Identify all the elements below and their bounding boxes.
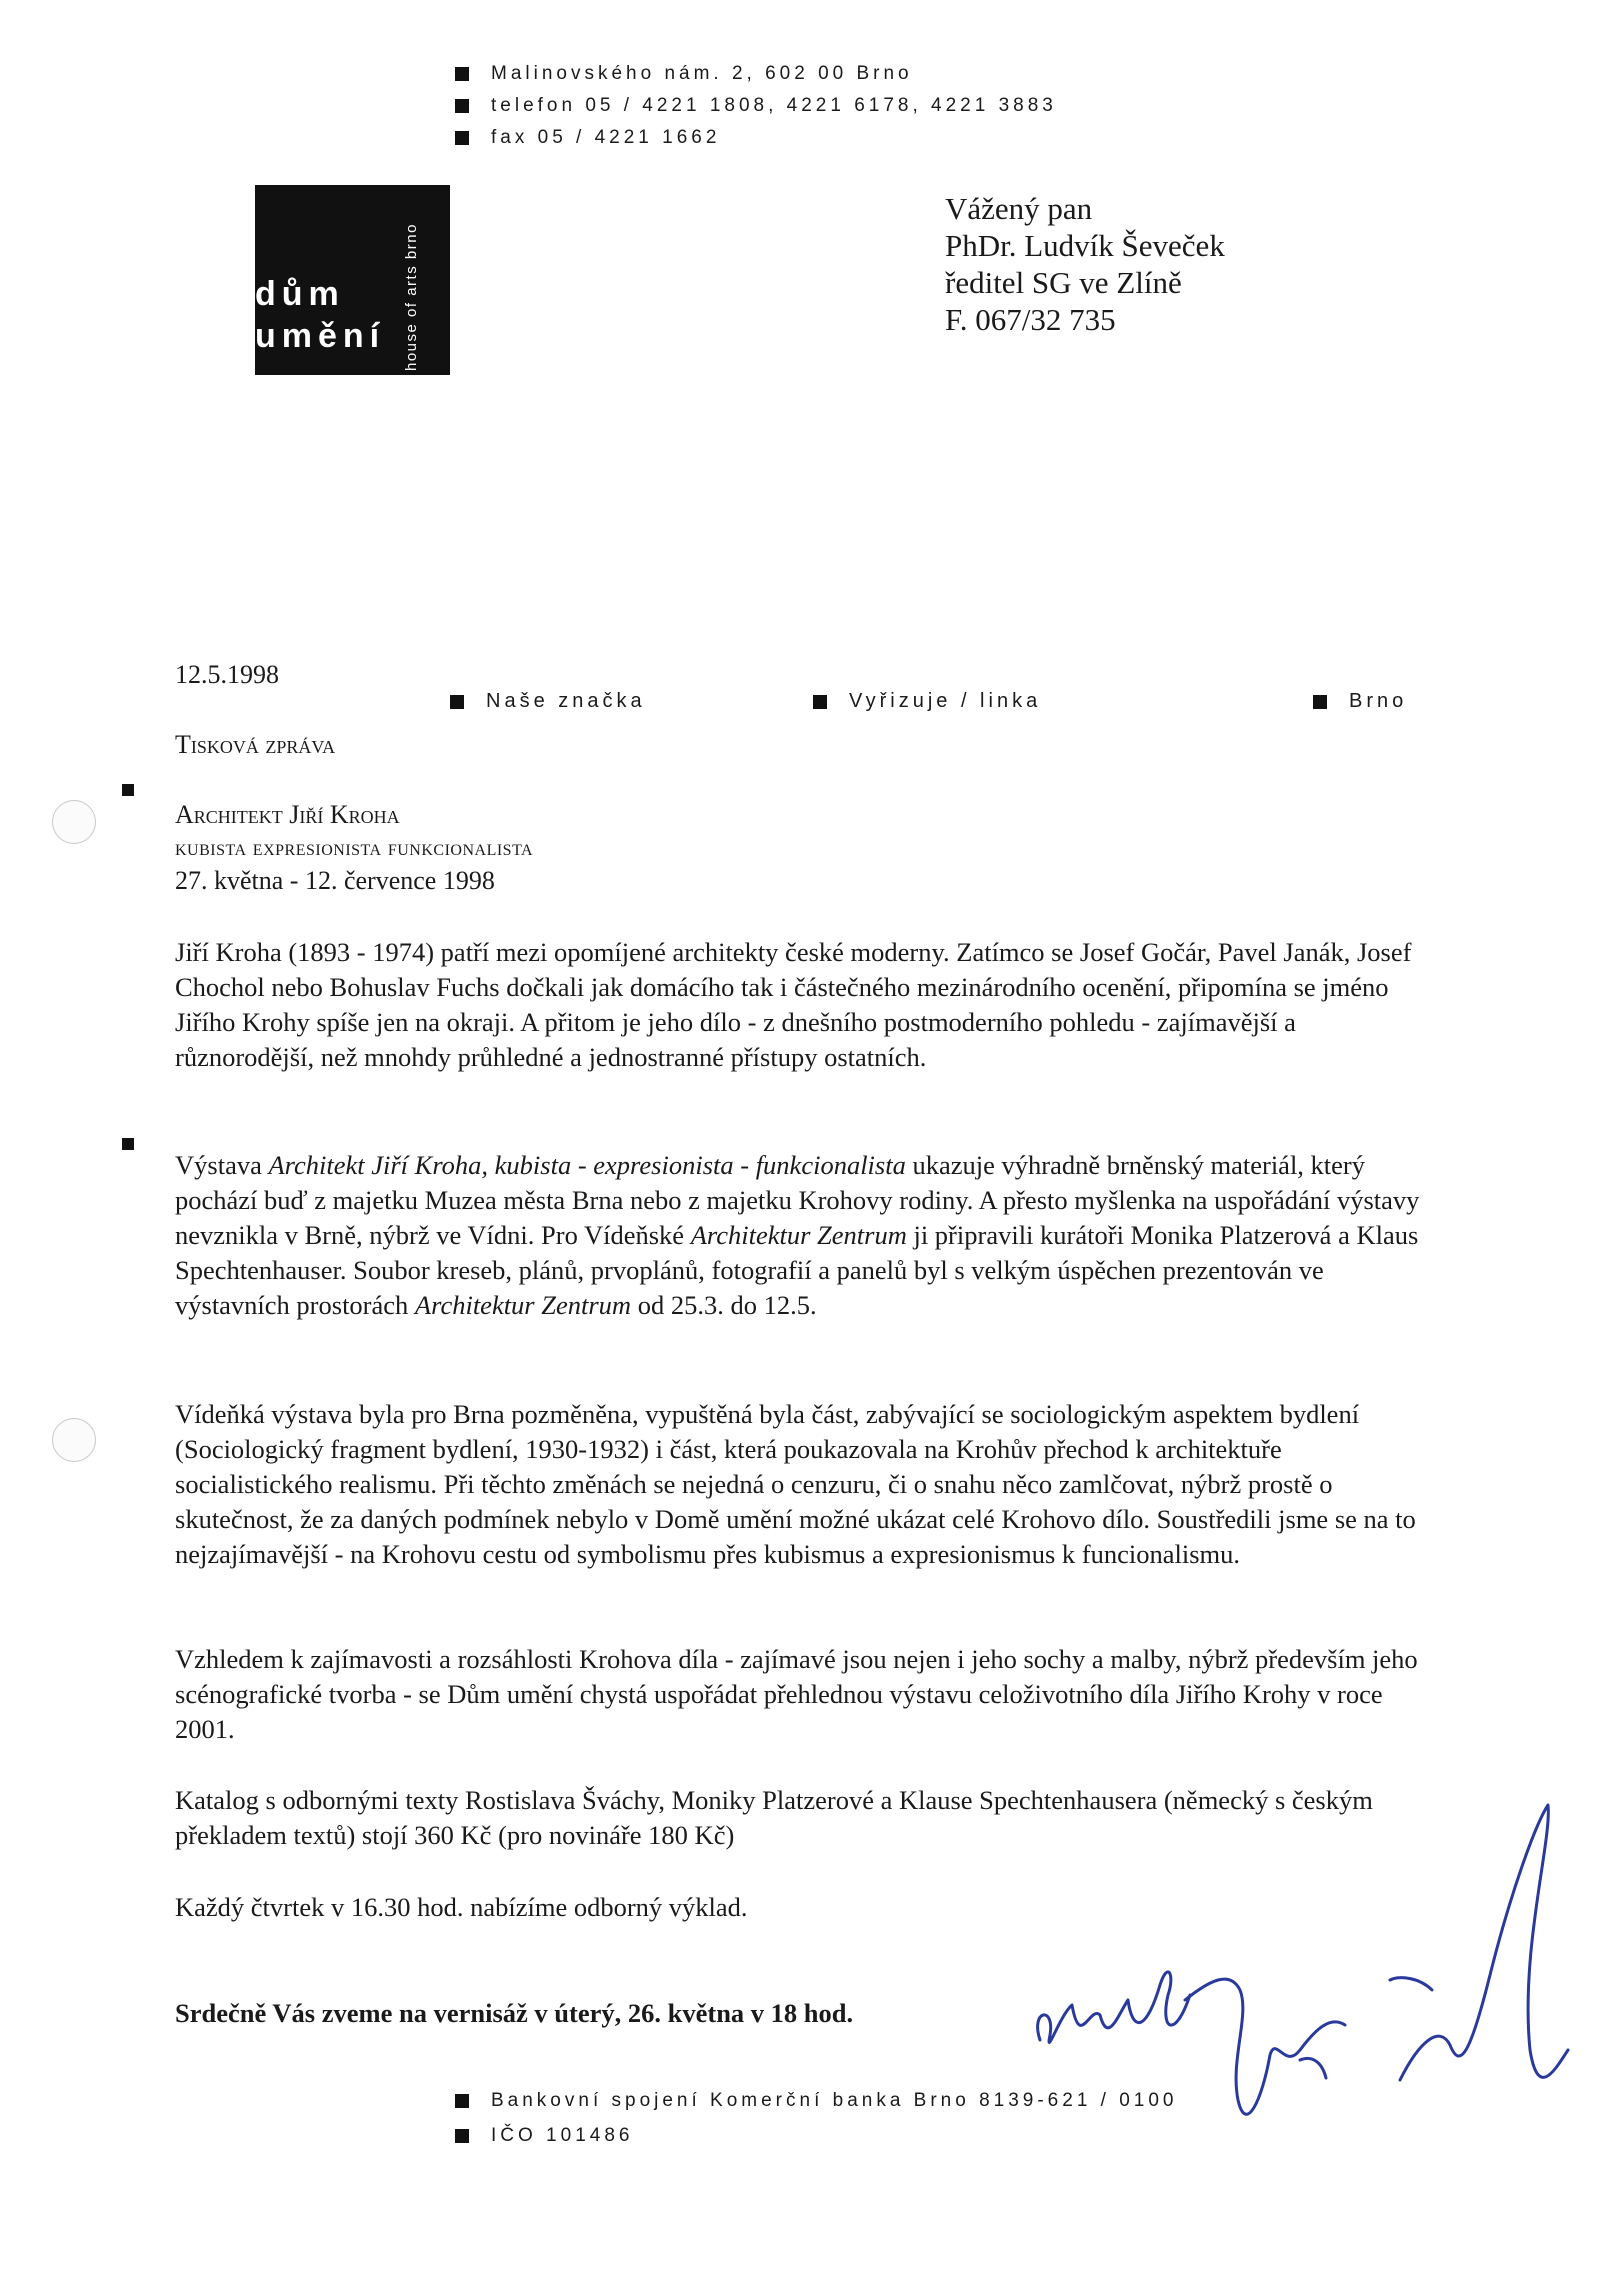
exhibition-dates: 27. května - 12. července 1998: [175, 866, 495, 895]
invitation: Srdečně Vás zveme na vernisáž v úterý, 26. května v 18 hod.: [175, 1998, 854, 2028]
bullet-icon: [455, 2129, 469, 2143]
punch-hole: [52, 1418, 96, 1462]
paragraph-1: Jiří Kroha (1893 - 1974) patří mezi opomíjené architekty české moderny. Zatímco se Josef Gočár, Pavel Janák, Josef Chochol nebo Bohuslav Fuchs dočkali jak domácího tak i částečného mezinárodního ocenění, připomína se jméno Jiřího Krohy spíše jen na okraji. A přitom je jeho dílo - z dnešního postmoderního pohledu - zajímavější a různorodější, než mnohdy průhledné a jednostranné přístupy ostatních.: [175, 937, 1412, 1072]
recipient-name: PhDr. Ludvík Ševeček: [945, 228, 1225, 263]
footer-ico: IČO 101486: [455, 2125, 633, 2147]
margin-mark: [122, 1138, 134, 1150]
recipient-fax: F. 067/32 735: [945, 302, 1116, 337]
bullet-icon: [455, 2094, 469, 2108]
bullet-icon: [455, 99, 469, 113]
letterhead-fax: fax 05 / 4221 1662: [455, 126, 720, 150]
logo-word-umeni: umění: [255, 317, 386, 355]
footer-bank: Bankovní spojení Komerční banka Brno 8139-621 / 0100: [455, 2090, 1178, 2112]
handled-by: Vyřizuje / linka: [813, 690, 1041, 713]
paragraph-5: Katalog s odbornými texty Rostislava Šváchy, Moniky Platzerové a Klause Spechtenhausera (německý s českým překladem textů) stojí 360 Kč (pro novináře 180 Kč): [175, 1785, 1373, 1850]
recipient-salutation: Vážený pan: [945, 191, 1093, 226]
exhibition-title: Architekt Jiří Kroha: [175, 800, 400, 829]
press-release-heading: Tisková zpráva: [175, 730, 336, 759]
letter-date: 12.5.1998: [175, 660, 279, 689]
our-reference: Naše značka: [450, 690, 646, 713]
paragraph-4: Vzhledem k zajímavosti a rozsáhlosti Krohova díla - zajímavé jsou nejen i jeho sochy a malby, nýbrž především jeho scénografické tvorba - se Dům umění chystá uspořádat přehlednou výstavu celoživotního díla Jiřího Krohy v roce 2001.: [175, 1644, 1418, 1744]
dum-umeni-logo: [255, 185, 450, 375]
logo-vertical-text: house of arts brno: [403, 223, 420, 371]
bullet-icon: [455, 67, 469, 81]
paragraph-3: Vídeňká výstava byla pro Brna pozměněna, vypuštěná byla část, zabývající se sociologickým aspektem bydlení (Sociologický fragment bydlení, 1930-1932) i část, která poukazovala na Krohův přechod k architektuře socialistického realismu. Při těchto změnách se nejedná o cenzuru, či o snahu něco zamlčovat, nýbrž prostě o skutečnost, že za daných podmínek nebylo v Domě umění možné ukázat celé Krohovo dílo. Soustředili jsme se na to nejzajímavější - na Krohovu cestu od symbolismu přes kubismus a expresionismus k funcionalismu.: [175, 1399, 1416, 1569]
paragraph-6: Každý čtvrtek v 16.30 hod. nabízíme odborný výklad.: [175, 1892, 748, 1922]
recipient-role: ředitel SG ve Zlíně: [945, 265, 1182, 300]
exhibition-subtitle: kubista expresionista funkcionalista: [175, 835, 534, 860]
letterhead-phone: telefon 05 / 4221 1808, 4221 6178, 4221 3883: [455, 94, 1057, 118]
margin-mark: [122, 784, 134, 796]
bullet-icon: [455, 131, 469, 145]
punch-hole: [52, 800, 96, 844]
bullet-icon: [450, 695, 464, 709]
logo-word-dum: dům: [255, 275, 345, 313]
paragraph-2: Výstava Architekt Jiří Kroha, kubista - expresionista - funkcionalista ukazuje výhradně brněnský materiál, který pochází buď z majetku Muzea města Brna nebo z majetku Krohovy rodiny. A přesto myšlenka na uspořádání výstavy nevznikla v Brně, nýbrž ve Vídni. Pro Vídeňské Architektur Zentrum ji připravili kurátoři Monika Platzerová a Klaus Spechtenhauser. Soubor kreseb, plánů, prvoplánů, fotografií a panelů byl s velkým úspěchen prezentován ve výstavních prostorách Architektur Zentrum od 25.3. do 12.5.: [175, 1150, 1420, 1320]
recipient-address: [945, 190, 1225, 338]
city: Brno: [1313, 690, 1407, 713]
letterhead-address: Malinovského nám. 2, 602 00 Brno: [455, 62, 913, 86]
bullet-icon: [813, 695, 827, 709]
bullet-icon: [1313, 695, 1327, 709]
